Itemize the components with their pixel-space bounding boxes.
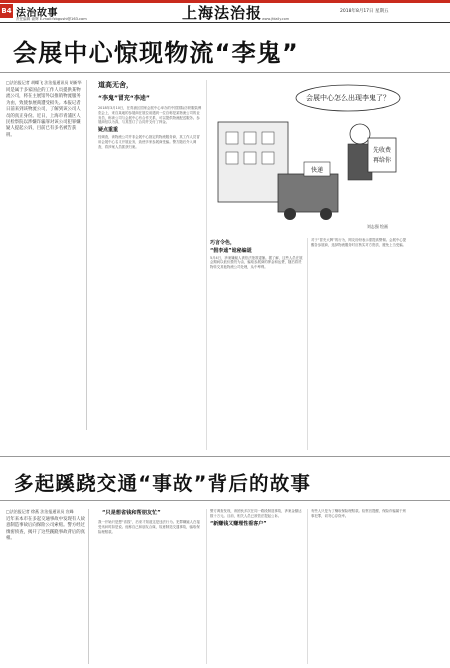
story1-summary-column bbox=[6, 80, 87, 430]
story-divider bbox=[0, 456, 450, 457]
story1-dek2: “李鬼”冒充“李逵” bbox=[98, 95, 150, 102]
story1-para2: 经调查，该物流公司并非会展中心指定的物流服务商，其工作人员冒用会展中心名义开展业务，致使多家参展商受骗。警方随后介入调查，将涉案人员抓获归案。 bbox=[98, 134, 200, 149]
story1-dek1: 道高无舍， bbox=[98, 81, 133, 89]
column-rule bbox=[206, 509, 207, 664]
story2-para2: 警方调查发现，该团伙多次在同一路段制造事故，涉案金额达数十万元。目前，相关人员已被依法提起公诉。 bbox=[210, 509, 302, 518]
story1-para1: 2018年3月10日，在青浦区国家会展中心举办的中国国际纺织服装博览会上，来自某地的参展商在展位前遇到一位自称是某物流公司的业务员，称该公司与会展中心有合作关系，可以提供物流配送服务。参展商信以为真，与其签订了合同并支付了押金。 bbox=[98, 106, 202, 125]
page-code-badge: B4 bbox=[0, 4, 13, 18]
story1-col1 bbox=[98, 106, 202, 306]
story2-summary: 近年来本市在多起交通事故中发现有人故意制造事故后向保险公司索赔。警方经过缜密侦查，揭开了这些蹊跷事故背后的真相。 bbox=[6, 517, 86, 542]
header-meta bbox=[340, 8, 388, 14]
story1-reporter: □法治报记者 胡蝶飞 法治报通讯员 胡新华 bbox=[6, 80, 82, 85]
issue-date: 2018年8月17日 星期五 bbox=[340, 9, 389, 14]
story1-section-a: 疑点重重 bbox=[98, 127, 119, 134]
story2-col1 bbox=[98, 520, 202, 664]
svg-text:先收费: 先收费 bbox=[372, 147, 392, 154]
story2-section-a: “新赚钱又赚理性看客户” bbox=[210, 520, 267, 527]
story1-section-b: 巧言令色， bbox=[210, 240, 236, 246]
story1-col2 bbox=[210, 238, 304, 450]
headline-rule bbox=[0, 500, 450, 501]
story2-para1: 我一开始只是想“省钱”，后来才知道这是违法行为。犯罪嫌疑人在接受讯问时如是说。他称自己和朋友合谋，故意制造交通事故，骗取保险理赔款。 bbox=[98, 520, 200, 534]
story1-summary: 同是属于多家国企的工作人员提供某物流公司，将在主展馆外以推销物流服务为由，致使参展商遭受损失。本报记者日前来到该物流公司，了解到该公司人员的真正身份。近日，上海市青浦区人民检察院以涉嫌诈骗罪对该公司犯罪嫌疑人提起公诉，目前已有多名被告获刑。 bbox=[6, 88, 81, 138]
story2-col3 bbox=[311, 509, 407, 664]
story2-para3: 有些人只是为了赚取保险理赔款。检察官提醒，保险诈骗属于刑事犯罪，切勿心存侥幸。 bbox=[311, 509, 406, 518]
column-rule bbox=[307, 238, 308, 450]
headline-story1: 会展中心惊现物流“李鬼” bbox=[13, 39, 299, 67]
story2-quote: “只是想省钱和帮朋友忙” bbox=[102, 510, 161, 516]
story2-summary-column bbox=[6, 509, 89, 664]
section-name: 法治故事 bbox=[16, 8, 58, 19]
column-rule bbox=[206, 80, 207, 450]
story1-section-b2: “假李逵”诡秘编谎 bbox=[210, 247, 252, 254]
story2-col2 bbox=[210, 509, 304, 664]
svg-text:刘志强 绘画: 刘志强 绘画 bbox=[366, 224, 388, 229]
header-rule bbox=[0, 22, 450, 23]
masthead: 上海法治报 bbox=[182, 4, 263, 22]
story1-para3: 5月4日，涉案嫌疑人被依法批准逮捕。据了解，这些人员在展会期间以低价揽货为由，骗取参展商的押金和运费，随后将货物转交其他物流公司处理，从中牟利。 bbox=[210, 255, 303, 270]
svg-text:再给你: 再给你 bbox=[372, 157, 392, 164]
editor-line: 责任编辑 俞辉 E-mail:fzbgushi@163.com bbox=[16, 17, 87, 21]
column-rule bbox=[307, 509, 308, 664]
website: www.jfdaily.com bbox=[262, 17, 290, 21]
headline-rule bbox=[0, 72, 450, 73]
story2-reporter: □法治报记者 徐燕 法治报通讯员 宣峰 bbox=[6, 509, 74, 514]
illus-bubble-text: 会展中心怎么出现李鬼了？ bbox=[306, 94, 390, 102]
story1-col3 bbox=[311, 238, 407, 450]
story1-para4: 对于“冒充大牌”的行为，网友纷纷表示需提高警惕。会展中心提醒各参展商，选择物流服务时应核实对方资质，避免上当受骗。 bbox=[311, 238, 407, 247]
headline-story2: 多起蹊跷交通“事故”背后的故事 bbox=[14, 472, 312, 495]
svg-text:快递: 快递 bbox=[310, 167, 324, 174]
cartoon-illustration bbox=[208, 82, 404, 232]
